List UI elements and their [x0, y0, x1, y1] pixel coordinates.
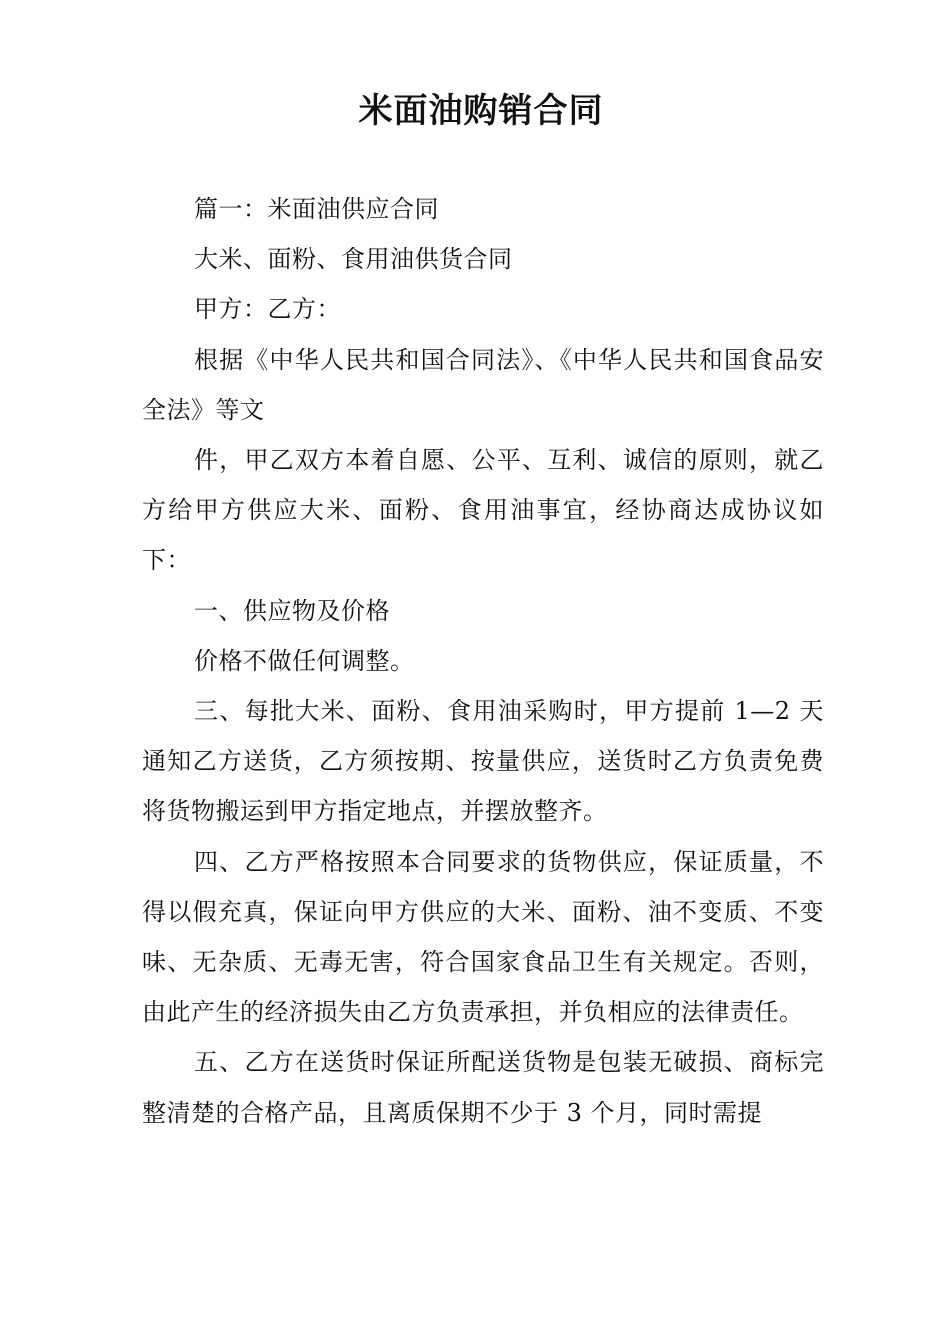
paragraph: 件，甲乙双方本着自愿、公平、互利、诚信的原则，就乙方给甲方供应大米、面粉、食用油事宜，经协商达成协议如下： [142, 446, 824, 575]
paragraph: 价格不做任何调整。 [194, 646, 415, 675]
document-body [142, 184, 824, 1138]
paragraph: 大米、面粉、食用油供货合同 [194, 245, 513, 274]
document-title: 米面油购销合同 [358, 91, 604, 131]
paragraph: 四、乙方严格按照本合同要求的货物供应，保证质量，不得以假充真，保证向甲方供应的大米、面粉、油不变质、不变味、无杂质、无毒无害，符合国家食品卫生有关规定。否则，由此产生的经济损失由乙方负责承担，并负相应的法律责任。 [142, 847, 824, 1027]
paragraph: 一、供应物及价格 [194, 596, 390, 625]
paragraph: 根据《中华人民共和国合同法》、《中华人民共和国食品安全法》等文 [142, 345, 824, 424]
paragraph: 甲方：乙方： [194, 295, 341, 324]
paragraph: 篇一：米面油供应合同 [194, 195, 439, 223]
paragraph: 三、每批大米、面粉、食用油采购时，甲方提前 1—2 天通知乙方送货，乙方须按期、按量供应，送货时乙方负责免费将货物搬运到甲方指定地点，并摆放整齐。 [142, 697, 824, 826]
paragraph: 五、乙方在送货时保证所配送货物是包装无破损、商标完整清楚的合格产品，且离质保期不少于 3 个月，同时需提 [142, 1048, 824, 1127]
